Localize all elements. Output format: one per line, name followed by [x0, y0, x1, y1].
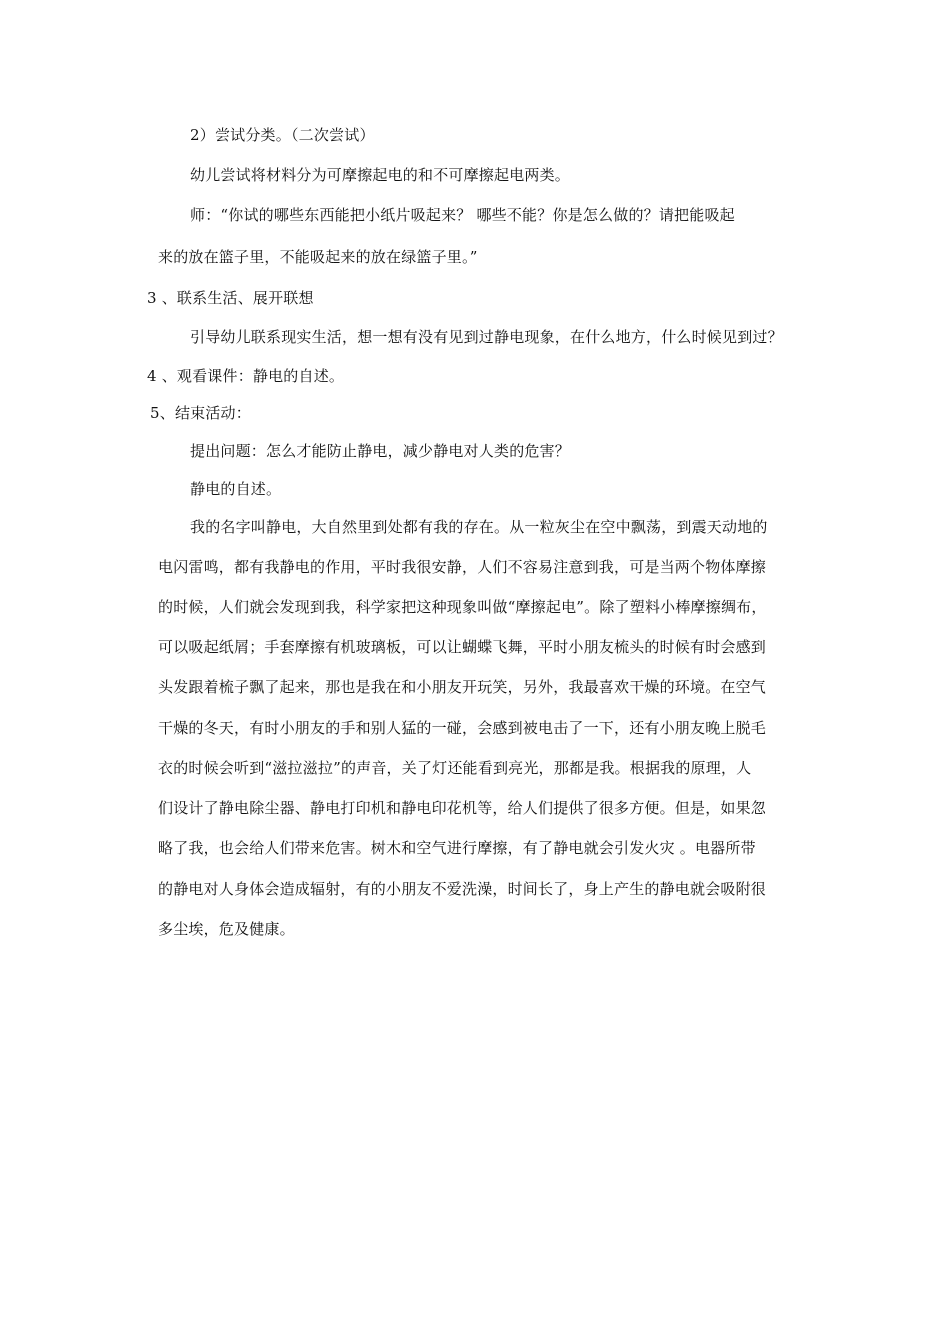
story-line: 可以吸起纸屑；手套摩擦有机玻璃板，可以让蝴蝶飞舞，平时小朋友梳头的时候有时会感到 [158, 638, 767, 656]
paragraph-real-life: 引导幼儿联系现实生活，想一想有没有见到过静电现象，在什么地方，什么时候见到过？ [190, 328, 783, 346]
story-line: 干燥的冬天，有时小朋友的手和别人猛的一碰，会感到被电击了一下，还有小朋友晚上脱毛 [158, 719, 767, 737]
story-line: 头发跟着梳子飘了起来，那也是我在和小朋友开玩笑，另外，我最喜欢干燥的环境。在空气 [158, 678, 767, 696]
story-line: 衣的时候会听到“滋拉滋拉”的声音，关了灯还能看到亮光，那都是我。根据我的原理，人 [158, 759, 752, 777]
story-line: 我的名字叫静电，大自然里到处都有我的存在。从一粒灰尘在空中飘荡，到震天动地的 [190, 518, 768, 536]
story-line: 的时候，人们就会发现到我，科学家把这种现象叫做“摩擦起电”。除了塑料小棒摩擦绸布， [158, 598, 767, 616]
question-paragraph: 提出问题：怎么才能防止静电，减少静电对人类的危害？ [190, 442, 571, 460]
subheading-attempt-classify: 2）尝试分类。（二次尝试） [190, 126, 375, 144]
heading-section-4: 4 、观看课件：静电的自述。 [147, 367, 345, 385]
story-line: 们设计了静电除尘器、静电打印机和静电印花机等，给人们提供了很多方便。但是，如果忽 [158, 799, 767, 817]
heading-section-5: 5、结束活动： [150, 404, 251, 422]
teacher-quote-line-1: 师：“你试的哪些东西能把小纸片吸起来？ 哪些不能？你是怎么做的？请把能吸起 [190, 206, 735, 224]
story-line: 多尘埃，危及健康。 [158, 920, 295, 938]
story-line: 略了我，也会给人们带来危害。树木和空气进行摩擦，有了静电就会引发火灾 。电器所带 [158, 839, 756, 857]
story-line: 电闪雷鸣，都有我静电的作用，平时我很安静，人们不容易注意到我，可是当两个物体摩擦 [158, 558, 767, 576]
story-line: 的静电对人身体会造成辐射，有的小朋友不爱洗澡，时间长了，身上产生的静电就会吸附很 [158, 880, 767, 898]
paragraph-classify-materials: 幼儿尝试将材料分为可摩擦起电的和不可摩擦起电两类。 [190, 166, 571, 184]
heading-section-3: 3 、联系生活、展开联想 [147, 289, 314, 307]
teacher-quote-line-2: 来的放在篮子里，不能吸起来的放在绿篮子里。” [158, 248, 478, 266]
story-title: 静电的自述。 [190, 480, 282, 498]
